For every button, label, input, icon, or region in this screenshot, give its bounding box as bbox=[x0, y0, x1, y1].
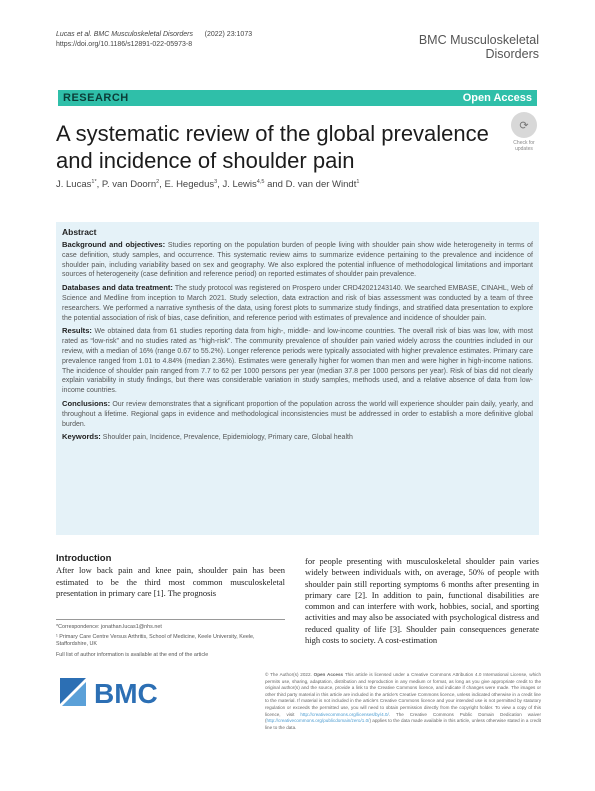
citation-year: (2022) 23:1073 bbox=[204, 31, 253, 38]
conclusions-text: Our review demonstrates that a significant proportion of the population across the world will experience shoulder pain daily, yearly, and throughout a lifetime. Regional gaps in evidence and methodological inconsistencies must be addressed in order to establish a more definitive global burden. bbox=[62, 400, 534, 428]
background-label: Background and objectives: bbox=[62, 240, 166, 249]
body-column-left bbox=[56, 553, 285, 599]
abstract-box bbox=[56, 222, 539, 535]
journal-name-line2: Disorders bbox=[485, 47, 539, 61]
license-link-cc-by[interactable]: http://creativecommons.org/licenses/by/4.0/ bbox=[300, 711, 389, 717]
introduction-heading: Introduction bbox=[56, 553, 112, 564]
conclusions-label: Conclusions: bbox=[62, 398, 111, 408]
bmc-logo bbox=[56, 672, 186, 712]
section-label: RESEARCH bbox=[63, 92, 129, 104]
check-for-updates-label: Check for updates bbox=[513, 140, 535, 152]
results-label: Results: bbox=[62, 326, 92, 336]
license-body-2: . The Creative Commons Public Domain Dedication waiver ( bbox=[265, 711, 541, 724]
author-affiliation: 2 bbox=[156, 179, 160, 185]
correspondence-note: *Correspondence: jonathan.lucas1@nhs.net bbox=[56, 624, 162, 630]
article-title: A systematic review of the global prevalence and incidence of shoulder pain bbox=[56, 121, 489, 173]
author-name: P. van Doorn bbox=[101, 179, 157, 191]
keywords-text: Shoulder pain, Incidence, Prevalence, Epidemiology, Primary care, Global health bbox=[102, 434, 353, 442]
section-banner bbox=[58, 90, 537, 106]
abstract-results bbox=[62, 326, 533, 396]
copyright: © The Author(s) 2022. bbox=[265, 672, 312, 677]
databases-text: The study protocol was registered on Prospero under CRD42021243140. We searched EMBASE, CINAHL, Web of Science and Medline from inception to March 2021. Study selection, data extraction and risk of bias assessment was conducted by a team of three researchers. We performed a narrative synthesis of the data, using forest plots to summarize study findings, and stratified data presentation to explore the potential association of risk of bias, case definition, and reference period with estimates of prevalence and incidence of shoulder pain. bbox=[62, 285, 533, 322]
abstract-heading: Abstract bbox=[62, 227, 97, 237]
author-name: D. van der Windt bbox=[285, 179, 357, 191]
author-affiliation: 4,5 bbox=[256, 179, 265, 185]
license-open-access: Open Access bbox=[313, 672, 344, 677]
license-body-3: ) applies to the data made available in this article, unless otherwise stated in a credit line to the data. bbox=[265, 718, 541, 730]
author-affiliation: 1 bbox=[356, 179, 360, 185]
open-access-label: Open Access bbox=[462, 92, 532, 104]
journal-name-line1: BMC Musculoskeletal bbox=[418, 33, 539, 47]
abstract-background bbox=[62, 240, 533, 280]
author-list: J. Lucas$^{1*}$, P. van Doorn$^2$, E. Hegedus$^3$, J. Lewis$^{4,5}$ and D. van der Windt$^1$ bbox=[56, 179, 360, 191]
author-name: J. Lucas bbox=[56, 179, 92, 191]
check-for-updates-icon: ⟳ bbox=[511, 112, 537, 138]
license-link-cc-zero[interactable]: http://creativecommons.org/publicdomain/zero/1.0/ bbox=[266, 718, 370, 724]
doi-link[interactable]: https://doi.org/10.1186/s12891-022-05973-8 bbox=[56, 41, 193, 48]
author-affiliation: 3 bbox=[214, 179, 218, 185]
journal-name bbox=[419, 33, 539, 61]
introduction-text: After low back pain and knee pain, shoulder pain has been estimated to be the third most common musculoskeletal presentation in primary care [1]. The prognosis bbox=[56, 565, 285, 598]
abstract-databases bbox=[62, 283, 533, 323]
bmc-logo-text: BMC bbox=[94, 678, 158, 709]
check-for-updates-badge[interactable] bbox=[507, 112, 541, 152]
license-body: This article is licensed under a Creative Commons Attribution 4.0 International License, which permits use, sharing, adaptation, distribution and reproduction in any medium or format, as long as you give appropriate credit to the original author(s) and the source, provide a link to the Creative Commons licence, and indicate if changes were made. The images or other third party material in this article are included in the article's Creative Commons licence, unless indicated otherwise in a credit line to the material. If material is not included in the article's Creative Commons licence and your intended use is not permitted by statutory regulation or exceeds the permitted use, you will need to obtain permission directly from the copyright holder. To view a copy of this licence, visit bbox=[265, 672, 542, 717]
abstract-conclusions bbox=[62, 399, 533, 429]
author-name: J. Lewis bbox=[222, 179, 257, 191]
citation-header bbox=[56, 30, 252, 50]
abstract-keywords bbox=[62, 432, 533, 443]
license-text bbox=[265, 672, 541, 731]
databases-label: Databases and data treatment: bbox=[62, 283, 173, 293]
author-name: E. Hegedus bbox=[164, 179, 215, 191]
body-column-right: for people presenting with musculoskeletal shoulder pain varies widely between individuals with, on average, 50% of people with shoulder pain still reporting symptoms 6 months after presenting in primary care [2]. In addition to pain, functional disabilities are common and can interfere with work, hobbies, social, and sporting activities and may also be associated with psychological distress and reduced quality of life [3]. Shoulder pain consequences generate high costs to society. A cost-estimation bbox=[305, 556, 539, 646]
background-text: Studies reporting on the population burden of people living with shoulder pain show wide heterogeneity in terms of case definition, study samples, and occurrence. This systematic review aims to summarize evidence pertaining to the prevalence and incidence of shoulder pain, including variability based on sex and geography. We also explored the potential influence of methodological limitations and important sources of heterogeneity (case definition and reference period) on reported estimates of shoulder pain prevalence. bbox=[62, 242, 533, 279]
author-affiliation: 1* bbox=[91, 179, 97, 185]
affiliation-note: ¹ Primary Care Centre Versus Arthritis, School of Medicine, Keele University, Keele, Staffordshire, UK bbox=[56, 634, 255, 648]
keywords-label: Keywords: bbox=[62, 432, 101, 442]
results-text: We obtained data from 61 studies reporting data from high-, middle- and low-income countries. The overall risk of bias was low, with most rated as “low-risk” and no studies rated as “high-risk”. The community prevalence of shoulder pain varied widely across the countries included in our review, with a median of 16% (range 0.67 to 55.2%). Longer reference periods were typically associated with higher prevalence estimates. Primary care prevalence ranged from 1.01 to 4.84% (median 2.36%). Estimates were generally higher for women than men and were higher in high-income nations. The incidence of shoulder pain ranged from 7.7 to 62 per 1000 persons per year (median 37.8 per 1000 persons per year). Risk of bias did not clearly explain variability in study findings, but there was considerable variation in study samples, methods used, and a relative absence of data from low-income countries. bbox=[62, 328, 533, 395]
citation-authors: Lucas bbox=[56, 31, 75, 38]
footnotes bbox=[56, 619, 285, 662]
full-list-note: Full list of author information is available at the end of the article bbox=[56, 651, 209, 658]
citation-journal: et al. BMC Musculoskeletal Disorders bbox=[74, 31, 193, 38]
